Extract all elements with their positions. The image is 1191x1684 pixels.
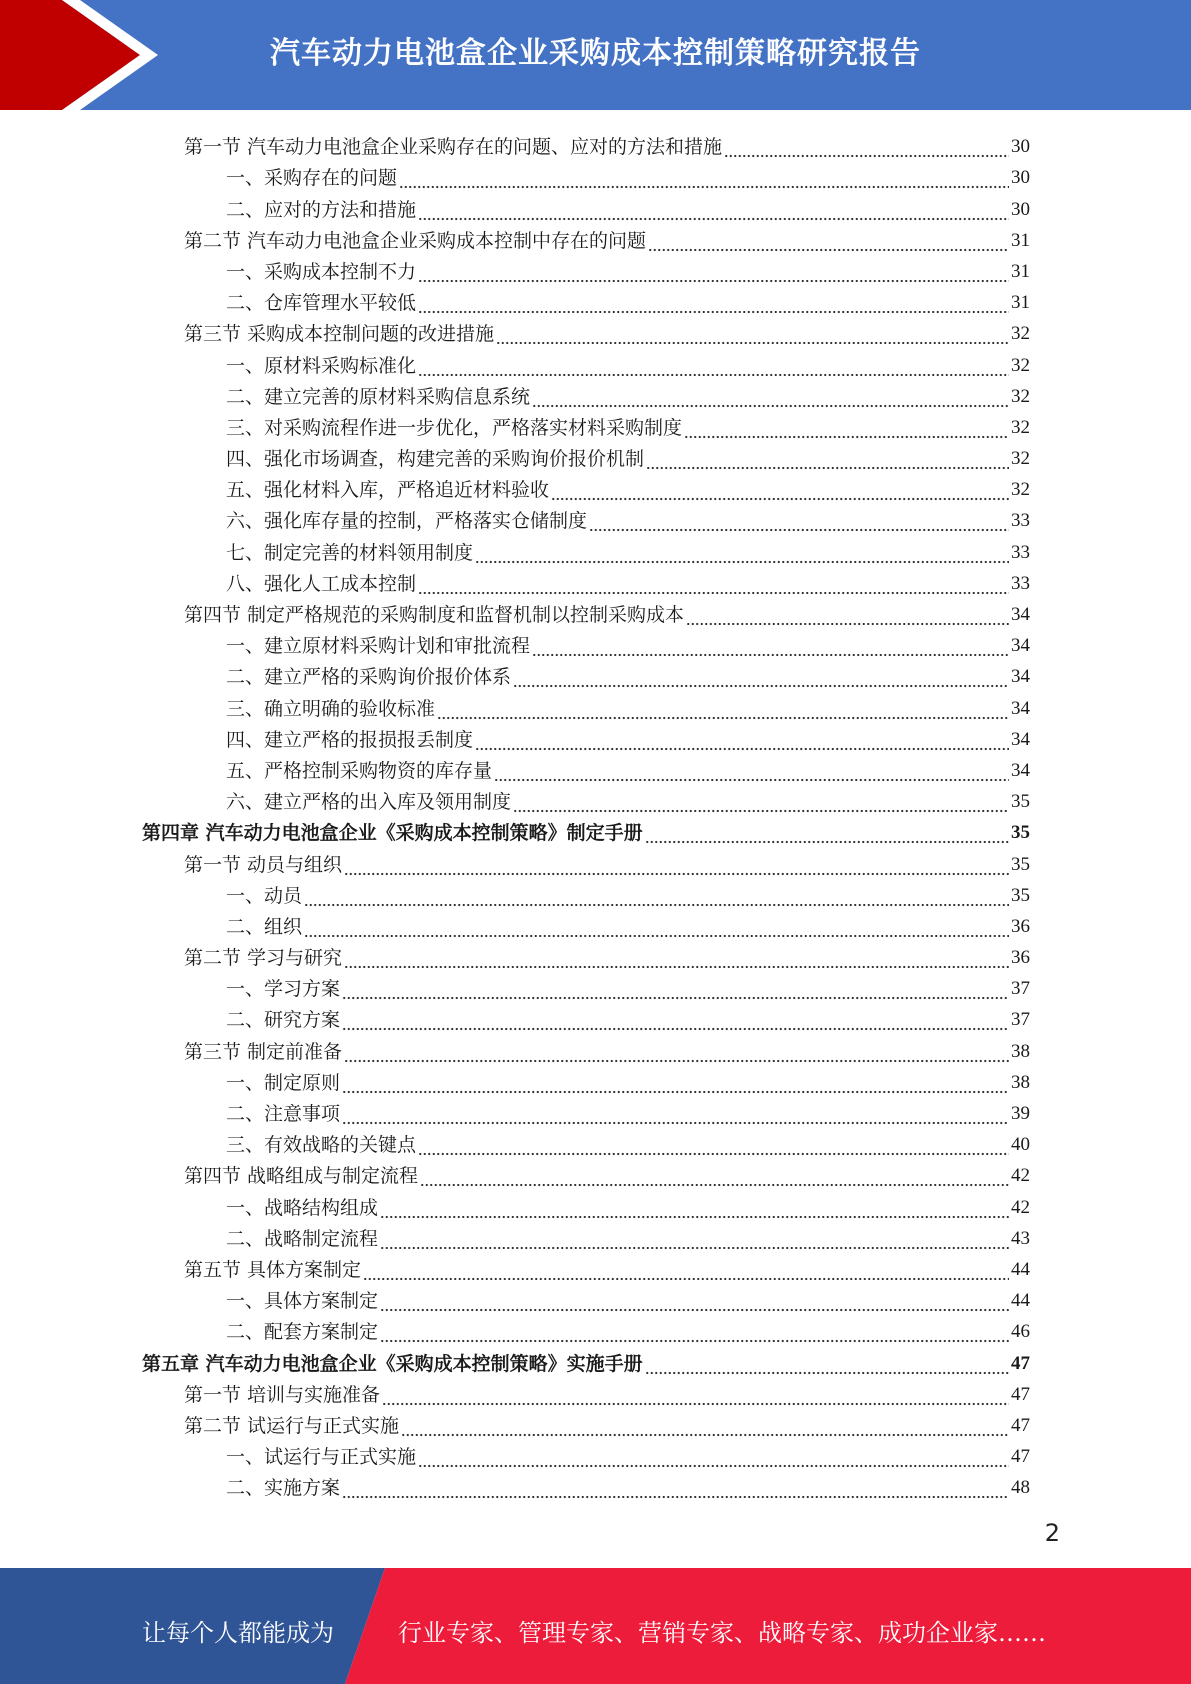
- toc-dot-leader: [399, 170, 1009, 190]
- toc-dot-leader: [342, 1106, 1009, 1126]
- toc-entry-title: 二、配套方案制定: [226, 1321, 379, 1344]
- toc-dot-leader: [418, 264, 1009, 284]
- toc-entry-title: 二、注意事项: [226, 1103, 341, 1125]
- toc-entry-title: 第一节 动员与组织: [184, 853, 343, 876]
- toc-entry-title: 一、具体方案制定: [226, 1290, 379, 1313]
- toc-dot-leader: [645, 825, 1009, 845]
- toc-dot-leader: [418, 576, 1009, 596]
- toc-entry-page: 39: [1011, 1103, 1030, 1124]
- toc-entry-section[interactable]: [142, 596, 1030, 627]
- toc-entry-item[interactable]: [142, 502, 1030, 533]
- toc-entry-item[interactable]: [142, 970, 1030, 1001]
- toc-entry-page: 36: [1011, 915, 1030, 937]
- toc-dot-leader: [304, 919, 1009, 939]
- toc-entry-title: 二、组织: [226, 915, 303, 938]
- toc-dot-leader: [420, 1168, 1009, 1188]
- toc-dot-leader: [648, 233, 1009, 253]
- toc-entry-page: 35: [1011, 853, 1030, 875]
- toc-dot-leader: [380, 1200, 1009, 1220]
- toc-entry-title: 一、采购存在的问题: [226, 167, 398, 190]
- toc-entry-page: 37: [1011, 978, 1030, 1000]
- toc-entry-page: 34: [1011, 728, 1030, 750]
- toc-entry-page: 31: [1011, 292, 1030, 314]
- toc-entry-page: 38: [1011, 1071, 1030, 1093]
- toc-entry-item[interactable]: [142, 440, 1030, 471]
- toc-entry-item[interactable]: [142, 284, 1030, 315]
- toc-entry-page: 46: [1011, 1321, 1030, 1343]
- toc-entry-title: 三、对采购流程作进一步优化，严格落实材料采购制度: [226, 416, 683, 439]
- toc-entry-section[interactable]: [142, 1032, 1030, 1063]
- toc-dot-leader: [686, 607, 1009, 627]
- toc-entry-item[interactable]: [142, 908, 1030, 939]
- toc-entry-title: 一、原材料采购标准化: [226, 354, 417, 377]
- toc-entry-page: 30: [1011, 198, 1030, 220]
- toc-entry-item[interactable]: [142, 877, 1030, 908]
- toc-dot-leader: [589, 513, 1009, 533]
- toc-entry-item[interactable]: [142, 752, 1030, 783]
- toc-entry-section[interactable]: [142, 128, 1030, 159]
- toc-dot-leader: [344, 950, 1009, 970]
- toc-entry-page: 47: [1011, 1414, 1030, 1436]
- toc-entry-page: 32: [1011, 479, 1030, 501]
- toc-dot-leader: [645, 1356, 1009, 1376]
- toc-entry-title: 一、学习方案: [226, 978, 341, 1001]
- toc-entry-title: 一、制定原则: [226, 1071, 341, 1094]
- toc-dot-leader: [342, 981, 1009, 1001]
- toc-entry-section[interactable]: [142, 1376, 1030, 1407]
- toc-dot-leader: [363, 1262, 1009, 1282]
- toc-entry-item[interactable]: [142, 658, 1030, 689]
- toc-entry-title: 二、应对的方法和措施: [226, 198, 417, 221]
- toc-entry-page: 34: [1011, 697, 1030, 719]
- toc-entry-item[interactable]: [142, 253, 1030, 284]
- toc-entry-page: 35: [1011, 884, 1030, 906]
- toc-entry-page: 30: [1011, 167, 1030, 189]
- toc-entry-chapter[interactable]: [142, 1344, 1030, 1375]
- toc-entry-page: 44: [1011, 1290, 1030, 1312]
- toc-dot-leader: [437, 701, 1009, 721]
- toc-entry-title: 七、制定完善的材料领用制度: [226, 541, 474, 564]
- toc-entry-title: 一、建立原材料采购计划和审批流程: [226, 635, 531, 658]
- toc-entry-title: 第五节 具体方案制定: [184, 1258, 362, 1281]
- toc-dot-leader: [380, 1324, 1009, 1344]
- table-of-contents: [142, 128, 1030, 1500]
- toc-dot-leader: [475, 545, 1009, 565]
- toc-entry-title: 二、建立完善的原材料采购信息系统: [226, 385, 531, 408]
- toc-dot-leader: [382, 1387, 1009, 1407]
- footer-slogan: 让每个人都能成为: [142, 1619, 334, 1647]
- toc-entry-page: 34: [1011, 635, 1030, 657]
- toc-entry-title: 五、严格控制采购物资的库存量: [226, 759, 493, 782]
- toc-dot-leader: [724, 139, 1009, 159]
- toc-entry-item[interactable]: [142, 409, 1030, 440]
- toc-dot-leader: [684, 420, 1009, 440]
- toc-dot-leader: [418, 1449, 1009, 1469]
- toc-entry-item[interactable]: [142, 346, 1030, 377]
- toc-dot-leader: [646, 451, 1009, 471]
- toc-entry-page: 47: [1011, 1383, 1030, 1405]
- toc-entry-page: 33: [1011, 572, 1030, 594]
- toc-entry-item[interactable]: [142, 1188, 1030, 1219]
- toc-entry-section[interactable]: [142, 222, 1030, 253]
- toc-entry-page: 35: [1011, 791, 1030, 813]
- toc-entry-page: 38: [1011, 1040, 1030, 1062]
- toc-entry-title: 第四节 战略组成与制定流程: [184, 1165, 419, 1188]
- toc-entry-page: 34: [1011, 604, 1030, 625]
- toc-entry-page: 47: [1011, 1446, 1030, 1468]
- toc-dot-leader: [344, 857, 1009, 877]
- toc-entry-page: 33: [1011, 510, 1030, 532]
- toc-entry-page: 31: [1011, 260, 1030, 282]
- toc-entry-title: 一、采购成本控制不力: [226, 260, 417, 283]
- toc-entry-chapter[interactable]: [142, 814, 1030, 845]
- toc-dot-leader: [380, 1231, 1009, 1251]
- toc-dot-leader: [342, 1012, 1009, 1032]
- toc-entry-title: 二、建立严格的采购询价报价体系: [226, 666, 512, 689]
- toc-entry-title: 五、强化材料入库，严格追近材料验收: [226, 479, 550, 502]
- toc-entry-item[interactable]: [142, 1001, 1030, 1032]
- toc-entry-section[interactable]: [142, 939, 1030, 970]
- toc-entry-title: 第三节 制定前准备: [184, 1040, 343, 1063]
- toc-entry-title: 三、确立明确的验收标准: [226, 697, 436, 720]
- toc-entry-item[interactable]: [142, 533, 1030, 564]
- toc-dot-leader: [532, 389, 1009, 409]
- toc-entry-title: 第二节 汽车动力电池盒企业采购成本控制中存在的问题: [184, 229, 647, 252]
- toc-dot-leader: [513, 794, 1009, 814]
- toc-entry-page: 42: [1011, 1165, 1030, 1187]
- toc-entry-item[interactable]: [142, 565, 1030, 596]
- toc-entry-item[interactable]: [142, 1282, 1030, 1313]
- toc-entry-page: 48: [1011, 1477, 1030, 1499]
- toc-entry-item[interactable]: [142, 471, 1030, 502]
- toc-entry-title: 二、仓库管理水平较低: [226, 292, 417, 315]
- toc-entry-section[interactable]: [142, 315, 1030, 346]
- toc-entry-title: 二、战略制定流程: [226, 1227, 379, 1250]
- toc-entry-title: 六、强化库存量的控制，严格落实仓储制度: [226, 510, 588, 533]
- toc-entry-page: 40: [1011, 1134, 1030, 1156]
- toc-entry-title: 第二节 学习与研究: [184, 947, 343, 970]
- footer-banner: [0, 1568, 1191, 1684]
- toc-dot-leader: [418, 1137, 1009, 1157]
- toc-entry-page: 32: [1011, 448, 1030, 470]
- toc-entry-section[interactable]: [142, 1407, 1030, 1438]
- toc-entry-section[interactable]: [142, 1251, 1030, 1282]
- toc-entry-item[interactable]: [142, 159, 1030, 190]
- toc-entry-title: 一、动员: [226, 884, 303, 907]
- toc-entry-title: 第二节 试运行与正式实施: [184, 1414, 400, 1437]
- toc-entry-title: 四、建立严格的报损报丢制度: [226, 728, 474, 751]
- toc-entry-title: 第一节 汽车动力电池盒企业采购存在的问题、应对的方法和措施: [184, 136, 723, 159]
- toc-entry-item[interactable]: [142, 190, 1030, 221]
- toc-dot-leader: [304, 888, 1009, 908]
- toc-entry-page: 42: [1011, 1196, 1030, 1218]
- toc-entry-page: 32: [1011, 416, 1030, 438]
- toc-dot-leader: [401, 1418, 1009, 1438]
- footer-expert-list: 行业专家、管理专家、营销专家、战略专家、成功企业家……: [398, 1619, 1046, 1647]
- header-banner: [0, 0, 1191, 110]
- toc-dot-leader: [418, 202, 1009, 222]
- toc-entry-item[interactable]: [142, 1469, 1030, 1500]
- toc-entry-title: 三、有效战略的关键点: [226, 1134, 417, 1157]
- toc-entry-page: 32: [1011, 354, 1030, 376]
- toc-dot-leader: [532, 638, 1009, 658]
- toc-entry-title: 第五章 汽车动力电池盒企业《采购成本控制策略》实施手册: [142, 1352, 643, 1375]
- toc-entry-page: 31: [1011, 229, 1030, 251]
- toc-entry-item[interactable]: [142, 783, 1030, 814]
- toc-entry-title: 第一节 培训与实施准备: [184, 1383, 381, 1406]
- toc-dot-leader: [342, 1480, 1009, 1500]
- toc-entry-section[interactable]: [142, 845, 1030, 876]
- toc-entry-item[interactable]: [142, 1126, 1030, 1157]
- toc-dot-leader: [551, 482, 1009, 502]
- toc-entry-title: 第四章 汽车动力电池盒企业《采购成本控制策略》制定手册: [142, 822, 643, 845]
- toc-entry-item[interactable]: [142, 721, 1030, 752]
- toc-entry-item[interactable]: [142, 1064, 1030, 1095]
- toc-dot-leader: [344, 1044, 1009, 1064]
- toc-entry-title: 八、强化人工成本控制: [226, 572, 417, 595]
- toc-dot-leader: [494, 763, 1009, 783]
- page-number: 2: [1044, 1519, 1060, 1547]
- toc-entry-item[interactable]: [142, 1095, 1030, 1126]
- toc-entry-page: 34: [1011, 666, 1030, 688]
- toc-entry-page: 47: [1011, 1352, 1030, 1374]
- report-title: 汽车动力电池盒企业采购成本控制策略研究报告: [270, 36, 921, 71]
- toc-entry-section[interactable]: [142, 1157, 1030, 1188]
- toc-entry-title: 第四节 制定严格规范的采购制度和监督机制以控制采购成本: [184, 604, 685, 626]
- toc-dot-leader: [418, 358, 1009, 378]
- toc-entry-page: 34: [1011, 759, 1030, 781]
- toc-dot-leader: [418, 295, 1009, 315]
- toc-dot-leader: [475, 732, 1009, 752]
- toc-dot-leader: [380, 1293, 1009, 1313]
- toc-entry-item[interactable]: [142, 1220, 1030, 1251]
- toc-entry-page: 36: [1011, 947, 1030, 969]
- toc-entry-page: 30: [1011, 136, 1030, 158]
- toc-dot-leader: [342, 1075, 1009, 1095]
- toc-dot-leader: [513, 669, 1009, 689]
- toc-entry-item[interactable]: [142, 378, 1030, 409]
- toc-entry-item[interactable]: [142, 689, 1030, 720]
- toc-entry-item[interactable]: [142, 1438, 1030, 1469]
- toc-entry-page: 43: [1011, 1227, 1030, 1249]
- toc-entry-item[interactable]: [142, 1313, 1030, 1344]
- toc-entry-title: 二、实施方案: [226, 1477, 341, 1500]
- toc-dot-leader: [496, 326, 1009, 346]
- toc-entry-page: 32: [1011, 385, 1030, 407]
- toc-entry-page: 37: [1011, 1009, 1030, 1031]
- toc-entry-title: 一、战略结构组成: [226, 1196, 379, 1219]
- toc-entry-title: 二、研究方案: [226, 1009, 341, 1032]
- toc-entry-title: 第三节 采购成本控制问题的改进措施: [184, 323, 495, 346]
- toc-entry-page: 44: [1011, 1258, 1030, 1280]
- toc-entry-item[interactable]: [142, 627, 1030, 658]
- toc-entry-title: 六、建立严格的出入库及领用制度: [226, 791, 512, 814]
- toc-entry-page: 35: [1011, 822, 1030, 844]
- toc-entry-page: 32: [1011, 323, 1030, 345]
- toc-entry-title: 四、强化市场调查，构建完善的采购询价报价机制: [226, 448, 645, 471]
- toc-entry-title: 一、试运行与正式实施: [226, 1446, 417, 1469]
- toc-entry-page: 33: [1011, 541, 1030, 563]
